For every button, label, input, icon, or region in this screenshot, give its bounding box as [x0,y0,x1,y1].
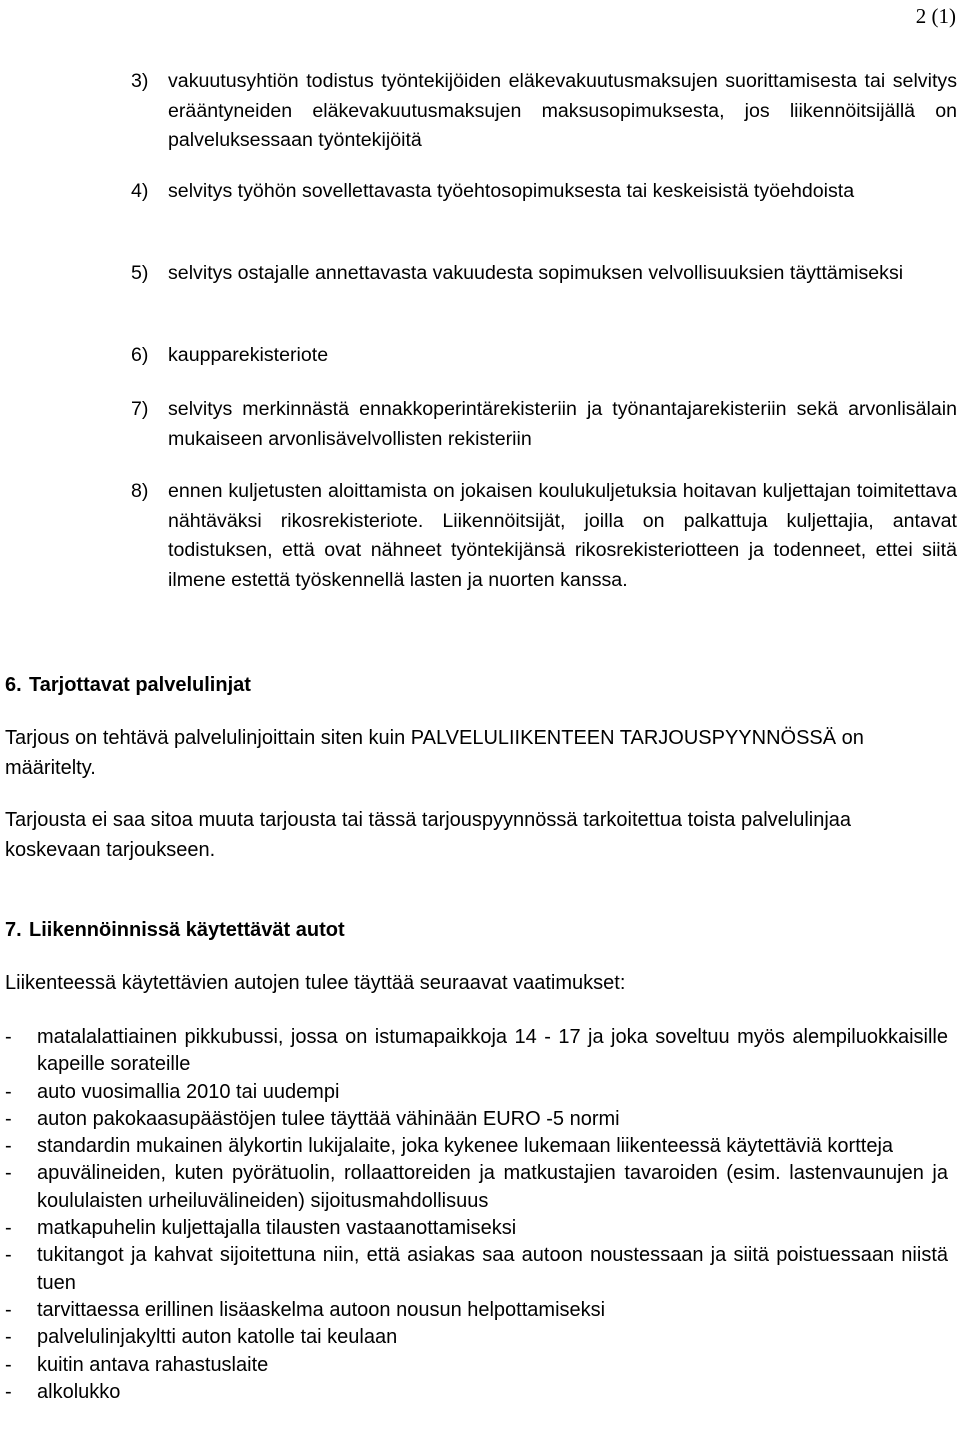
item-number: 6) [131,344,149,366]
item-text: kaupparekisteriote [168,344,329,366]
item-text: ennen kuljetusten aloittamista on jokaisen koulukuljetuksia hoitavan kuljettajan toimitettava nähtäväksi rikosrekisteriote. Liikennöitsijät, joilla on palkattuja kuljettajia, antavat todistuksen, että ovat nähneet työntekijänsä rikosrekisteriotteen ja todenneet, ettei siitä ilmene estettä työskennellä lasten ja nuorten kanssa. [168,480,957,591]
list-item [5,1297,948,1324]
item-text: selvitys merkinnästä ennakkoperintärekisteriin ja työnantajarekisteriin sekä arvonlisälain mukaiseen arvonlisävelvollisten rekisteriin [168,398,957,450]
list-item-text: tukitangot ja kahvat sijoitettuna niin, että asiakas saa autoon noustessaan ja siitä poistuessaan niistä tuen [37,1244,948,1294]
list-marker: - [5,1217,12,1240]
list-item-text: palvelulinjakyltti auton katolle tai keulaan [37,1326,398,1349]
numbered-item [131,67,957,156]
list-item-text: matalalattiainen pikkubussi, jossa on istumapaikkoja 14 - 17 ja joka soveltuu myös alempiluokkaisille kapeille sorateille [37,1026,948,1076]
list-marker: - [5,1326,12,1349]
list-item-text: apuvälineiden, kuten pyörätuolin, rollaattoreiden ja matkustajien tavaroiden (esim. lastenvaunujen ja koululaisten urheiluvälineiden) sijoitusmahdollisuus [37,1162,948,1212]
numbered-item [131,177,957,207]
list-marker: - [5,1244,12,1267]
numbered-item [131,259,957,289]
list-item [5,1324,948,1351]
list-item-text: standardin mukainen älykortin lukijalaite, joka kykenee lukemaan liikenteessä käytettäviä kortteja [37,1135,894,1158]
item-text: selvitys työhön sovellettavasta työehtosopimuksesta tai keskeisistä työehdoista [168,180,855,202]
paragraph: Tarjousta ei saa sitoa muuta tarjousta tai tässä tarjouspyynnössä tarkoitettua toista palvelulinjaa koskevaan tarjoukseen. [5,809,852,861]
list-item [5,1133,948,1160]
list-marker: - [5,1026,12,1048]
list-item-text: auton pakokaasupäästöjen tulee täyttää vähinään EURO -5 normi [37,1107,620,1130]
item-number: 5) [131,262,149,284]
list-item [5,1160,948,1215]
list-item [5,1024,948,1079]
list-marker: - [5,1380,12,1403]
paragraph: Tarjous on tehtävä palvelulinjoittain siten kuin PALVELULIIKENTEEN TARJOUSPYYNNÖSSÄ on määritelty. [5,727,864,779]
list-item-text: tarvittaessa erillinen lisäaskelma autoon nousun helpottamiseksi [37,1298,606,1321]
list-item-text: matkapuhelin kuljettajalla tilausten vastaanottamiseksi [37,1217,517,1240]
intro-paragraph: Liikenteessä käytettävien autojen tulee täyttää seuraavat vaatimukset: [5,972,626,994]
list-marker: - [5,1080,12,1103]
list-item [5,1242,948,1297]
requirements-list [5,1024,948,1406]
list-item [5,1215,948,1242]
list-item [5,1106,948,1133]
numbered-item [131,477,957,595]
page-number: 2 (1) [915,4,956,28]
section-number: 7. [5,919,22,941]
item-text: vakuutusyhtiön todistus työntekijöiden eläkevakuutusmaksujen suorittamisesta tai selvitys erääntyneiden eläkevakuutusmaksujen maksusopimuksesta, jos liikennöitsijällä on palveluksessaan työntekijöitä [168,70,957,151]
item-number: 8) [131,480,149,502]
item-number: 4) [131,180,149,202]
list-item [5,1379,948,1406]
section-title: Liikennöinnissä käytettävät autot [29,919,345,941]
numbered-item [131,341,957,371]
numbered-item [131,395,957,454]
list-item-text: auto vuosimallia 2010 tai uudempi [37,1080,340,1103]
list-item [5,1352,948,1379]
section-title: Tarjottavat palvelulinjat [29,674,251,696]
list-marker: - [5,1298,12,1321]
list-item-text: kuitin antava rahastuslaite [37,1353,269,1376]
list-marker: - [5,1135,12,1158]
item-number: 3) [131,70,149,92]
item-number: 7) [131,398,149,420]
list-item [5,1079,948,1106]
list-marker: - [5,1162,12,1185]
section-number: 6. [5,674,22,696]
item-text: selvitys ostajalle annettavasta vakuudesta sopimuksen velvollisuuksien täyttämiseksi [168,262,904,284]
list-item-text: alkolukko [37,1380,121,1403]
section-6-heading [5,671,251,699]
list-marker: - [5,1107,12,1130]
section-7-heading [5,916,345,944]
list-marker: - [5,1353,12,1376]
